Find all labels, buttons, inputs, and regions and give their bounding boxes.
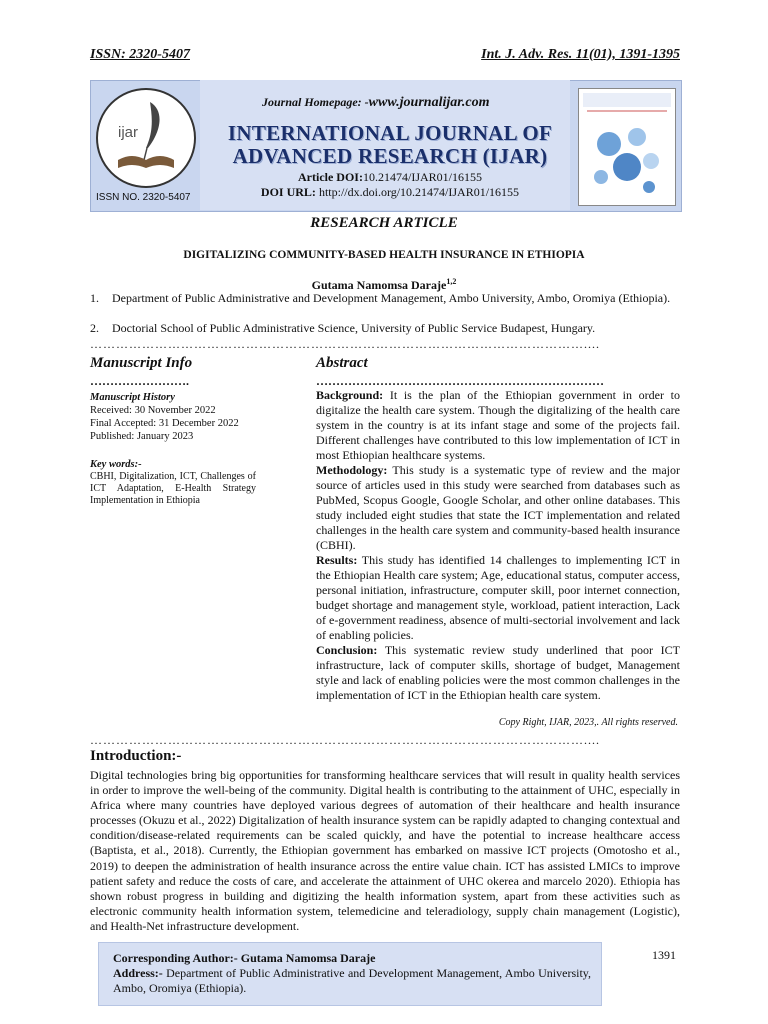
conclusion-text: This systematic review study underlined that poor ICT infrastructure, lack of computer skills, shortage of budget, Management style and lack of enabling policies were the most common challenges in the implementation of ICT in the Ethiopian health care system. bbox=[316, 643, 680, 702]
abstract-conclusion bbox=[316, 643, 680, 703]
doi-value: 10.21474/IJAR01/16155 bbox=[362, 170, 482, 184]
keywords-text: CBHI, Digitalization, ICT, Challenges of ICT Adaptation, E-Health Strategy Implementation in Ethiopia bbox=[90, 471, 256, 506]
affiliation-number: 2. bbox=[90, 321, 99, 335]
received-date: Received: 30 November 2022 bbox=[90, 405, 216, 416]
journal-logo bbox=[96, 88, 196, 188]
abstract-dots: ……………………………………………………………… bbox=[316, 374, 604, 388]
abstract-background bbox=[316, 388, 680, 463]
address-label: Address:- bbox=[113, 966, 163, 980]
affiliation-text: Department of Public Administrative and Development Management, Ambo University, Ambo, Oromiya (Ethiopia). bbox=[112, 291, 671, 305]
logo-issn: ISSN NO. 2320-5407 bbox=[96, 192, 191, 203]
affiliation-1 bbox=[90, 291, 680, 305]
methodology-text: This study is a systematic type of review and the major source of articles used in this study were searched from databases such as PubMed, Scopus Google, Google Scholar, and other online databases. This study included eight studies that state the ICT implementation and related challenges in the health care system and community-based health insurance (CBHI). bbox=[316, 463, 680, 552]
results-text: This study has identified 14 challenges to implementing ICT in the Ethiopian Health care system; Age, educational status, computer access, personal initiation, infrastructure, computer skill, poor internet connection, budget shortage and management style, workload, patient interaction, Lack of e-government readiness, absence of multi-sectorial involvement and lack of enabling policies. bbox=[316, 553, 680, 642]
journal-title: INTERNATIONAL JOURNAL OF ADVANCED RESEARCH (IJAR) bbox=[227, 121, 553, 168]
separator-top: …………………………………………………………………………………………………….... bbox=[90, 337, 600, 351]
corresponding-author-box bbox=[98, 942, 602, 1006]
abstract-methodology bbox=[316, 463, 680, 553]
conclusion-label: Conclusion: bbox=[316, 643, 378, 657]
doi-url-link[interactable]: http://dx.doi.org/10.21474/IJAR01/16155 bbox=[318, 185, 520, 199]
author-address bbox=[113, 966, 591, 996]
author-superscript: 1,2 bbox=[446, 277, 457, 286]
doi-block bbox=[225, 170, 555, 200]
background-label: Background: bbox=[316, 388, 384, 402]
corr-name: Gutama Namomsa Daraje bbox=[240, 951, 376, 965]
affiliation-text: Doctorial School of Public Administrative Science, University of Public Service Budapest, Hungary. bbox=[112, 321, 596, 335]
affiliation-number: 1. bbox=[90, 291, 99, 305]
corr-label: Corresponding Author:- bbox=[113, 951, 241, 965]
corresponding-author bbox=[113, 951, 591, 966]
quill-book-icon bbox=[98, 90, 194, 186]
article-type: RESEARCH ARTICLE bbox=[310, 215, 458, 231]
page-number: 1391 bbox=[652, 948, 676, 962]
journal-homepage bbox=[262, 95, 490, 111]
cover-graphic bbox=[579, 89, 675, 205]
keywords-block bbox=[90, 458, 256, 507]
journal-cover-image bbox=[578, 88, 676, 206]
manuscript-dots: ……………………. bbox=[90, 374, 189, 388]
address-text: Department of Public Administrative and Development Management, Ambo University, Ambo, Oromiya (Ethiopia). bbox=[113, 966, 591, 995]
accepted-date: Final Accepted: 31 December 2022 bbox=[90, 418, 239, 429]
introduction-heading: Introduction:- bbox=[90, 748, 182, 764]
doi-label: Article DOI: bbox=[298, 170, 363, 184]
abstract-results bbox=[316, 553, 680, 643]
running-header-issn: ISSN: 2320-5407 bbox=[90, 47, 190, 62]
background-text: It is the plan of the Ethiopian government in order to digitalize the health care system. Though the digitalizing of the health care system in the country is at its infant stage and some of the projects fail. Different challenges have contributed to this low implementation of ICT in most Ethiopian healthcare systems. bbox=[316, 388, 680, 462]
separator-bottom: …………………………………………………………………………………………………….... bbox=[90, 733, 600, 747]
history-label: Manuscript History bbox=[90, 392, 175, 403]
author-name: Gutama Namomsa Daraje bbox=[311, 278, 447, 292]
abstract-body bbox=[316, 388, 680, 703]
homepage-link[interactable]: www.journalijar.com bbox=[368, 95, 490, 110]
introduction-text: Digital technologies bring big opportunities for transforming healthcare services that will result in quality health services in order to improve the well-being of the community. Digital health is contributing to the attainment of UHC, especially in Africa where many countries have deployed various degrees of automation of their healthcare and health insurance processes (Okuzu et al., 2022) Digitalization of health insurance system can be rapidly adapted to changing contextual and condition/disease-related requirements can be scaled quickly, and have the potential to increase healthcare access (Baptista, et al., 2018). Currently, the Ethiopian government has embarked on massive ICT projects (Omotosho et al., 2019) to deepen the administration of health insurance across the entire value chain. ICT has assisted LMICs to improve patient safety and reduce the costs of care, and accelerate the attainment of UHC okerea and marcelo 2020). Ethiopia has shown robust progress in building and digitizing the health information system, apart from these activities such as electronic community health information system, telemedicine and teleradiology, supply chain management (Logistic), and Health-Net infrastructure development. bbox=[90, 768, 680, 933]
keywords-label: Key words:- bbox=[90, 459, 142, 470]
homepage-label: Journal Homepage: - bbox=[262, 95, 369, 109]
results-label: Results: bbox=[316, 553, 358, 567]
abstract-heading: Abstract bbox=[316, 355, 368, 371]
logo-text: ijar bbox=[118, 124, 139, 141]
copyright-notice: Copy Right, IJAR, 2023,. All rights reserved. bbox=[498, 717, 678, 728]
running-header-citation: Int. J. Adv. Res. 11(01), 1391-1395 bbox=[481, 47, 680, 62]
manuscript-history bbox=[90, 391, 260, 443]
affiliation-2 bbox=[90, 321, 680, 335]
methodology-label: Methodology: bbox=[316, 463, 388, 477]
doi-url-label: DOI URL: bbox=[260, 185, 316, 199]
published-date: Published: January 2023 bbox=[90, 431, 194, 442]
manuscript-info-heading: Manuscript Info bbox=[90, 355, 193, 371]
paper-title: DIGITALIZING COMMUNITY-BASED HEALTH INSURANCE IN ETHIOPIA bbox=[183, 249, 585, 261]
